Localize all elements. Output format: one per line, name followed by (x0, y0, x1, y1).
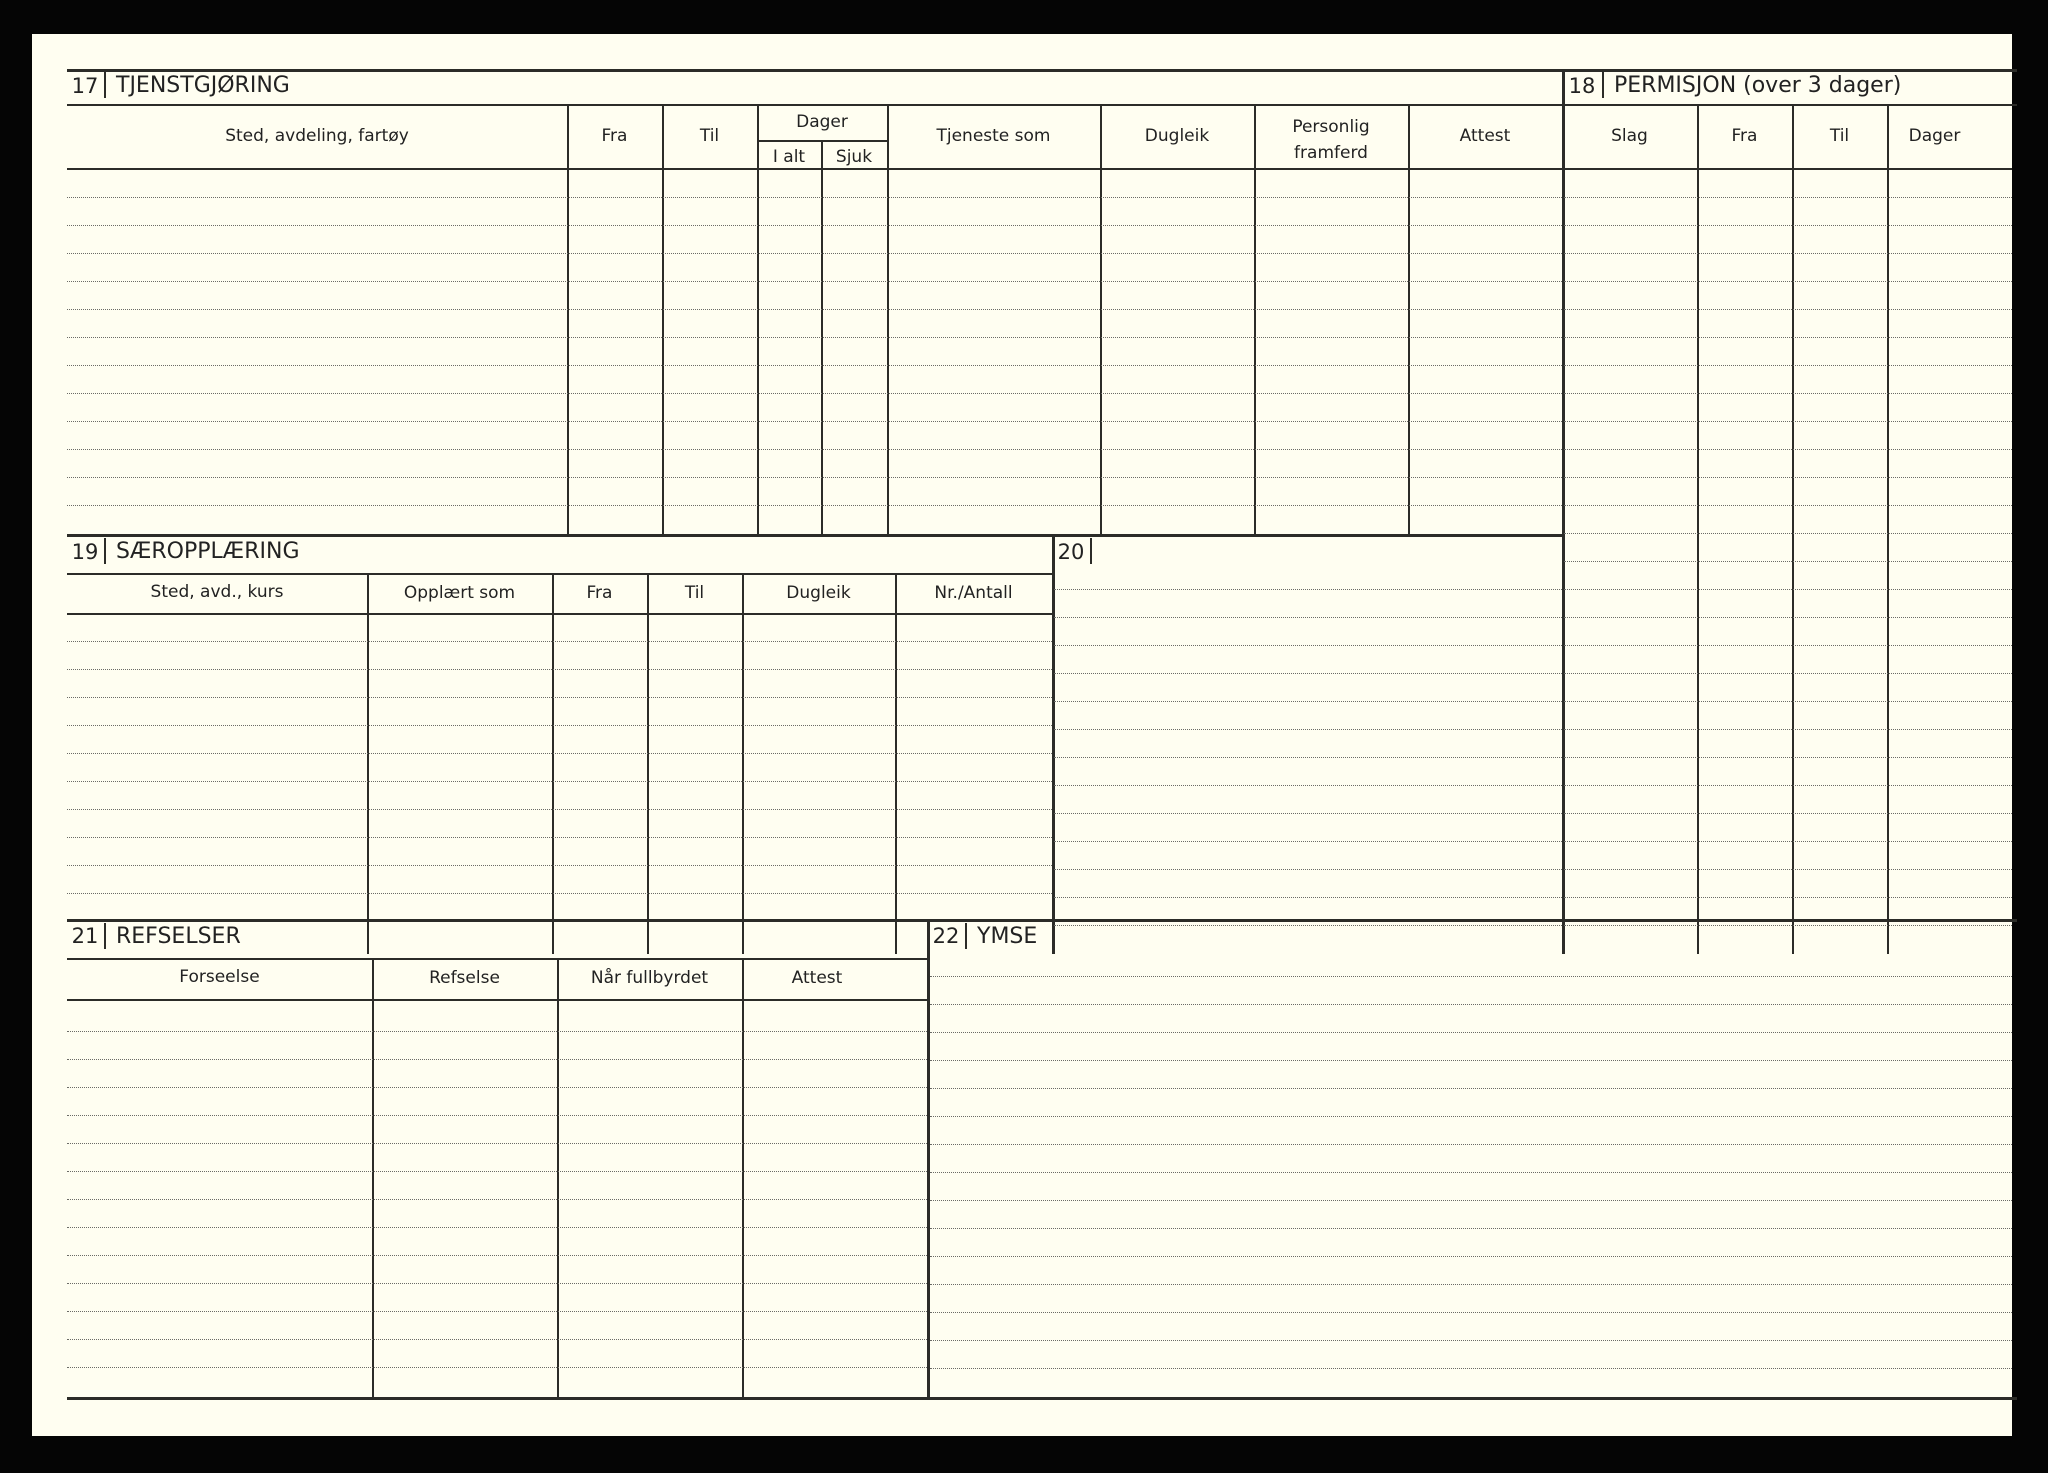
col-divider (757, 104, 759, 534)
header-til-18: Til (1829, 126, 1850, 146)
entry-line (1564, 309, 2012, 310)
header-dugleik-19: Dugleik (786, 583, 851, 603)
col-divider (372, 958, 374, 1397)
entry-line (1564, 505, 2012, 506)
header-fra-19: Fra (586, 583, 613, 603)
entry-line (67, 725, 1052, 726)
section-20-number: 20 (1057, 540, 1085, 564)
entry-line (1054, 757, 1562, 758)
entry-line (1564, 925, 2012, 926)
entry-line (67, 1367, 927, 1368)
entry-line (67, 393, 1562, 394)
col-divider (662, 104, 664, 534)
col-divider (1100, 104, 1102, 534)
entry-line (1054, 673, 1562, 674)
col-divider (895, 573, 897, 954)
entry-line (67, 1339, 927, 1340)
section-20-number-divider (1090, 538, 1092, 564)
entry-line (67, 641, 1052, 642)
entry-line (1054, 785, 1562, 786)
entry-line (67, 225, 1562, 226)
entry-line (67, 1227, 927, 1228)
entry-line (1564, 869, 2012, 870)
entry-line (67, 1199, 927, 1200)
entry-line (1564, 225, 2012, 226)
entry-line (1054, 617, 1562, 618)
entry-line (67, 197, 1562, 198)
entry-line (67, 309, 1562, 310)
entry-line (1564, 701, 2012, 702)
entry-line (1564, 729, 2012, 730)
section-22-number: 22 (932, 924, 960, 948)
col-divider (742, 958, 744, 1397)
section-21-title-rule (67, 958, 927, 960)
entry-line (1564, 337, 2012, 338)
section-17-title-rule (67, 104, 2017, 106)
section-20-left-border (1052, 534, 1055, 954)
header-tjeneste-som: Tjeneste som (936, 126, 1051, 146)
entry-line (930, 1116, 2012, 1117)
entry-line (67, 337, 1562, 338)
entry-line (1564, 281, 2012, 282)
entry-line (67, 697, 1052, 698)
header-dager-18: Dager (1908, 126, 1961, 146)
entry-line (67, 281, 1562, 282)
section-19-title-rule (67, 573, 1052, 575)
entry-line (1564, 477, 2012, 478)
section-17-number: 17 (71, 74, 99, 98)
entry-line (67, 1283, 927, 1284)
header-sted-avdeling: Sted, avdeling, fartøy (225, 126, 409, 146)
entry-line (1564, 393, 2012, 394)
entry-line (1564, 197, 2012, 198)
section-21-top-rule (67, 919, 2017, 922)
entry-line (1564, 841, 2012, 842)
section-22-title: YMSE (977, 924, 1038, 949)
col-divider (647, 573, 649, 954)
entry-line (1564, 617, 2012, 618)
section-19-number-divider (104, 538, 106, 564)
header-attest-21: Attest (791, 968, 843, 988)
section-18-left-border (1562, 69, 1565, 954)
entry-line (1054, 589, 1562, 590)
entry-line (67, 1087, 927, 1088)
entry-line (1564, 897, 2012, 898)
entry-line (1054, 645, 1562, 646)
section-22-number-divider (965, 923, 967, 949)
entry-line (67, 893, 1052, 894)
header-fra-18: Fra (1731, 126, 1758, 146)
entry-line (930, 1228, 2012, 1229)
section-19-number: 19 (71, 540, 99, 564)
entry-line (67, 1059, 927, 1060)
section-21-number: 21 (71, 924, 99, 948)
entry-line (930, 1060, 2012, 1061)
entry-line (67, 1311, 927, 1312)
header-dager-17: Dager (796, 112, 848, 132)
section-17-header-rule (67, 168, 1562, 170)
header-dugleik-17: Dugleik (1144, 126, 1210, 146)
entry-line (1564, 449, 2012, 450)
section-19-title: SÆROPPLÆRING (116, 539, 300, 564)
entry-line (1564, 785, 2012, 786)
entry-line (930, 1312, 2012, 1313)
entry-line (67, 753, 1052, 754)
top-border (67, 69, 2017, 72)
entry-line (1564, 533, 2012, 534)
entry-line (67, 809, 1052, 810)
col-divider (1697, 104, 1699, 954)
header-refselse: Refselse (429, 968, 500, 988)
entry-line (1564, 365, 2012, 366)
entry-line (1564, 561, 2012, 562)
col-divider (1254, 104, 1256, 534)
entry-line (67, 1115, 927, 1116)
entry-line (930, 1340, 2012, 1341)
entry-line (1564, 589, 2012, 590)
section-17-number-divider (104, 72, 106, 98)
header-sjuk: Sjuk (835, 147, 873, 167)
col-divider (742, 573, 744, 954)
entry-line (67, 365, 1562, 366)
entry-line (67, 253, 1562, 254)
entry-line (1564, 813, 2012, 814)
entry-line (1054, 701, 1562, 702)
col-divider (367, 573, 369, 954)
entry-line (67, 421, 1562, 422)
entry-line (67, 1255, 927, 1256)
entry-line (930, 1088, 2012, 1089)
entry-line (930, 1200, 2012, 1201)
entry-line (930, 1144, 2012, 1145)
header-nr-antall: Nr./Antall (934, 583, 1013, 603)
section-21-header-rule (67, 999, 927, 1001)
col-divider (1408, 104, 1410, 534)
entry-line (930, 976, 2012, 977)
entry-line (67, 477, 1562, 478)
header-attest-17: Attest (1459, 126, 1511, 146)
entry-line (67, 1031, 927, 1032)
entry-line (1564, 645, 2012, 646)
section-21-number-divider (104, 923, 106, 949)
col-divider (567, 104, 569, 534)
section-17-title: TJENSTGJØRING (116, 73, 290, 98)
col-divider (887, 104, 889, 534)
section-19-top-rule (67, 534, 1562, 537)
col-divider (1792, 104, 1794, 954)
entry-line (67, 669, 1052, 670)
col-divider (1887, 104, 1889, 954)
entry-line (67, 505, 1562, 506)
entry-line (1564, 757, 2012, 758)
header-naar-fullbyrdet: Når fullbyrdet (590, 968, 709, 988)
header-personlig-framferd: Personlig framferd (1292, 117, 1370, 163)
entry-line (1054, 869, 1562, 870)
col-divider (552, 573, 554, 954)
entry-line (930, 1256, 2012, 1257)
bottom-border (67, 1397, 2017, 1400)
entry-line (930, 1368, 2012, 1369)
section-18-number: 18 (1568, 74, 1596, 98)
entry-line (1564, 253, 2012, 254)
header-opplaert-som: Opplært som (403, 583, 516, 603)
section-21-title: REFSELSER (116, 924, 241, 949)
entry-line (930, 1284, 2012, 1285)
section-22-left-border (927, 919, 930, 1397)
entry-line (1054, 841, 1562, 842)
entry-line (1564, 673, 2012, 674)
entry-line (67, 1171, 927, 1172)
entry-line (67, 781, 1052, 782)
header-til-17: Til (699, 126, 720, 146)
entry-line (1054, 813, 1562, 814)
entry-line (1564, 421, 2012, 422)
entry-line (930, 1004, 2012, 1005)
col-divider (557, 958, 559, 1397)
header-slag: Slag (1611, 126, 1648, 146)
entry-line (67, 449, 1562, 450)
header-i-alt: I alt (772, 147, 806, 167)
header-sted-avd-kurs: Sted, avd., kurs (150, 582, 284, 602)
section-18-header-rule (1562, 168, 2012, 170)
entry-line (67, 865, 1052, 866)
header-fra-17: Fra (601, 126, 628, 146)
section-18-title: PERMISJON (over 3 dager) (1614, 73, 1902, 98)
entry-line (67, 1143, 927, 1144)
entry-line (67, 837, 1052, 838)
entry-line (1054, 925, 1562, 926)
section-19-header-rule (67, 613, 1052, 615)
entry-line (1054, 729, 1562, 730)
header-forseelse: Forseelse (179, 967, 260, 987)
entry-line (1054, 897, 1562, 898)
section-18-number-divider (1602, 72, 1604, 98)
header-til-19: Til (684, 583, 705, 603)
entry-line (930, 1032, 2012, 1033)
record-card (32, 34, 2012, 1436)
entry-line (930, 1172, 2012, 1173)
